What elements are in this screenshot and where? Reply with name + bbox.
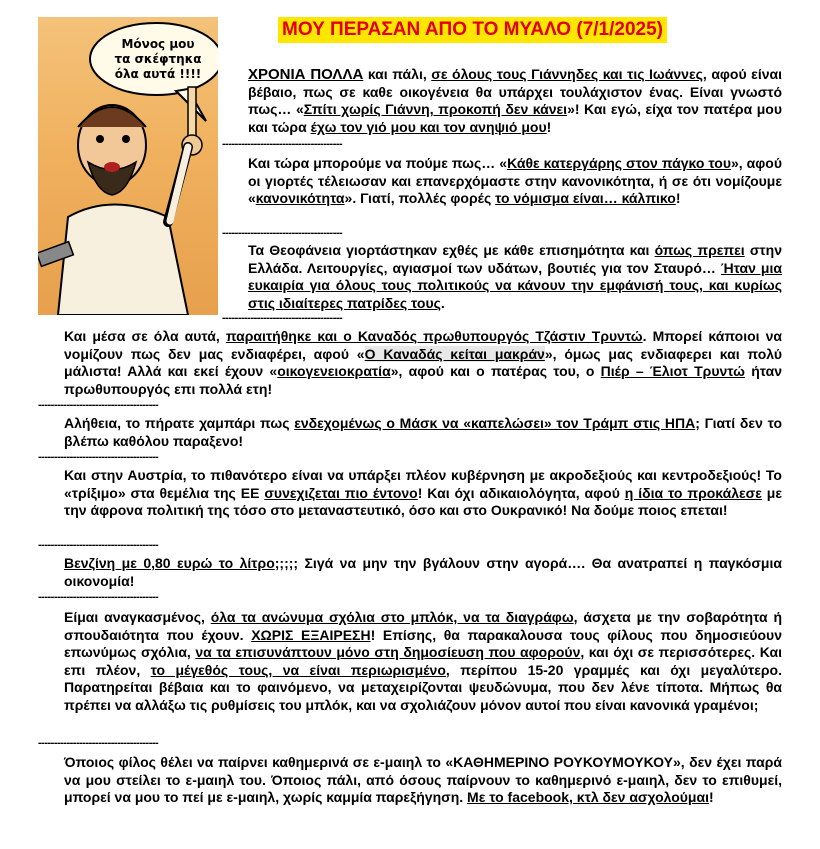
text-span: Βενζίνη με 0,80 ευρώ το λίτρο xyxy=(64,555,275,571)
text-span: . xyxy=(440,294,445,311)
paragraph-austria xyxy=(38,467,782,520)
text-span: , περίπου 15-20 γραμμές και όχι μεγαλύτερο. Παρατηρείται βέβαια και το φαινόμενο, να μεταχειρίζονται ψευδώνυμα, που δεν λένε τίποτα. Μήπως θα πρέπει να αλλάξω τις ρυθμίσεις του μπλόκ, και να σχολιάζουν μόνον αυτοί που είναι κανονικά γραμένοι; xyxy=(64,661,782,713)
text-span: Ήταν μια ευκαιρία για όλους τους πολιτικούς να κάνουν την εμφάνισή τους, και κυρίως στις ιδιαίτερες πατρίδες τους xyxy=(248,259,782,311)
speech-bubble-text: Μόνος μου τα σκέφτηκα όλα αυτά !!!! xyxy=(114,37,202,81)
text-span: κανονικότητα xyxy=(255,190,345,207)
text-span: Κάθε κατεργάρης στον πάγκο του xyxy=(507,155,731,171)
text-span: Πιέρ – Έλιοτ Τρυντώ xyxy=(600,363,745,380)
text-span: . Μπορεί κάποιοι να νομίζουν πως δεν μας ενδιαφέρει, αφού « xyxy=(64,328,783,362)
text-span: με την άφρονα πολιτική της τόσο στο μεταναστευτικό, όσο και στο Ουκρανικό! Να δούμε ποιος επεται! xyxy=(64,484,783,519)
text-span: Με το facebook, κτλ δεν ασχολούμαι xyxy=(467,789,709,806)
text-span: ! Επίσης, θα παρακαλουσα τους φίλους που δημοσιεύουν επωνύμως σχόλια, xyxy=(64,626,782,661)
text-span: », όμως μας ενδιαφερει και πολύ μάλιστα! Αλλά και εκεί έχουν « xyxy=(64,345,783,380)
text-span: Όποιος φίλος θέλει να παίρνει καθημερινά σε ε-μαιηλ το «ΚΑΘΗΜΕΡΙΝΟ ΡΟΥΚΟΥΜΟΥΚΟΥ», δεν έχει παρά να μου στείλει το ε-μαιηλ του. Όποιος πάλι, από όσους παίρνουν το καθημερινό ε-μαιηλ, δεν το επιθυμεί, μπορεί να μου το πεί με ε-μαιηλ, χωρίς καμμία παρεξήγηση. xyxy=(64,754,782,806)
text-span: Και μέσα σε όλα αυτά, xyxy=(64,328,226,344)
text-span: , άσχετα με την σοβαρότητα ή σπουδαιότητα που έχουν. xyxy=(64,609,783,643)
text-span: στην Ελλάδα. Λειτουργίες, αγιασμοί των υδάτων, βουτιές για τον Σταυρό… xyxy=(248,242,782,276)
paragraph-trudeau xyxy=(38,328,782,398)
text-span: όλα τα ανώνυμα σχόλια στο μπλόκ, να τα διαγράφω xyxy=(210,609,574,625)
text-span: Είμαι αναγκασμένος, xyxy=(64,609,211,625)
text-span: Αλήθεια, το πήρατε χαμπάρι πως xyxy=(64,415,295,431)
paragraph-comments-policy xyxy=(38,609,782,715)
text-span: το νόμισμα είναι… κάλπικο xyxy=(495,190,676,207)
text-span: , και όχι σε περισσότερες. Και επι πλέον, xyxy=(64,644,783,678)
text-span: σε όλους τους Γιάννηδες και τις Ιωάννες xyxy=(431,66,703,82)
text-span: Τα Θεοφάνεια γιορτάστηκαν εχθές με κάθε επισημότητα και xyxy=(248,242,655,258)
text-span: έχω τον γιό μου και τον ανηψιό μου xyxy=(310,118,547,135)
separator-line: -------------------------------------- xyxy=(38,737,159,749)
text-span: Ο Καναδάς κείται μακράν xyxy=(364,345,545,362)
text-span: όπως πρεπει xyxy=(654,242,745,258)
text-span: Και τώρα μπορούμε να πούμε πως… « xyxy=(248,155,508,171)
paragraph-petrol-price xyxy=(38,555,782,590)
text-span: να τα επισυνάπτουν μόνο στη δημοσίευση που αφορούν xyxy=(195,644,581,661)
text-span: ! xyxy=(709,789,714,806)
text-span: », αφού οι γιορτές τέλειωσαν και επανερχόμαστε στην κανονικότητα, ή σε ότι νομίζουμε « xyxy=(248,155,782,207)
text-span: ;;;;; Σιγά να μην την βγάλουν στην αγορά…. Θα ανατραπεί η παγκόσμια οικονομία! xyxy=(64,555,782,589)
separator-line: -------------------------------------- xyxy=(38,399,159,411)
text-span: ! Και όχι αδικαιολόγητα, αφού xyxy=(417,484,625,501)
text-span: η ίδια το προκάλεσε xyxy=(624,484,762,501)
text-span: », αφού και ο πατέρας του, ο xyxy=(390,363,601,380)
text-span: ΧΩΡΙΣ ΕΞΑΙΡΕΣΗ xyxy=(251,626,371,643)
paragraph-names-day xyxy=(222,66,782,136)
text-span: Σπίτι χωρίς Γιάννη, προκοπή δεν κάνει xyxy=(303,101,568,118)
paragraph-theophany xyxy=(222,242,782,312)
text-span: παραιτήθηκε και ο Καναδός πρωθυπουργός Τζάστιν Τρυντώ xyxy=(225,328,643,344)
text-span: ! xyxy=(546,118,552,135)
text-span: ! xyxy=(675,190,681,207)
paragraph-musk-trump xyxy=(38,415,782,450)
text-span: ΧΡΟΝΙΑ ΠΟΛΛΑ xyxy=(248,66,364,83)
paragraph-back-to-work xyxy=(222,155,782,208)
paragraph-email-list xyxy=(38,754,782,807)
text-span: , αφού είναι βέβαιο, πως σε καθε οικογένεια θα υπάρχει τουλάχιστον ένας. Είναι γνωστό πως… « xyxy=(248,66,783,118)
separator-line: -------------------------------------- xyxy=(38,539,159,551)
text-span: ; Γιατί δεν το βλέπω καθόλου παραξενο! xyxy=(64,415,782,449)
cartoon-illustration xyxy=(38,17,218,315)
separator-line: -------------------------------------- xyxy=(38,451,159,463)
text-span: το μέγεθός τους, να είναι περιωρισμένο xyxy=(150,661,446,678)
text-span: ». Γιατί, πολλές φορές xyxy=(344,190,496,207)
page-title: ΜΟΥ ΠΕΡΑΣΑΝ ΑΠΟ ΤΟ ΜΥΑΛΟ (7/1/2025) xyxy=(278,17,667,43)
separator-line: -------------------------------------- xyxy=(222,227,343,239)
text-span: Και στην Αυστρία, το πιθανότερο είναι να υπάρξει πλέον κυβέρνηση με ακροδεξιούς και κεντροδεξιούς! Το «τρίξιμο» στα θεμέλια της ΕΕ xyxy=(64,467,782,501)
separator-line: -------------------------------------- xyxy=(222,138,343,150)
text-span: και πάλι, xyxy=(363,66,432,82)
separator-line: -------------------------------------- xyxy=(38,591,159,603)
text-span: ήταν πρωθυπουργός επι πολλά ετη! xyxy=(64,363,782,397)
text-span: οικογενειοκρατία xyxy=(277,363,391,380)
separator-line: -------------------------------------- xyxy=(222,312,343,324)
text-span: ενδεχομένως ο Μάσκ να «καπελώσει» τον Τράμπ στις ΗΠΑ xyxy=(294,415,696,431)
text-span: συνεχιζεται πιο έντονο xyxy=(264,484,418,501)
text-span: »! Και εγώ, είχα τον πατέρα μου και τώρα xyxy=(248,101,782,135)
